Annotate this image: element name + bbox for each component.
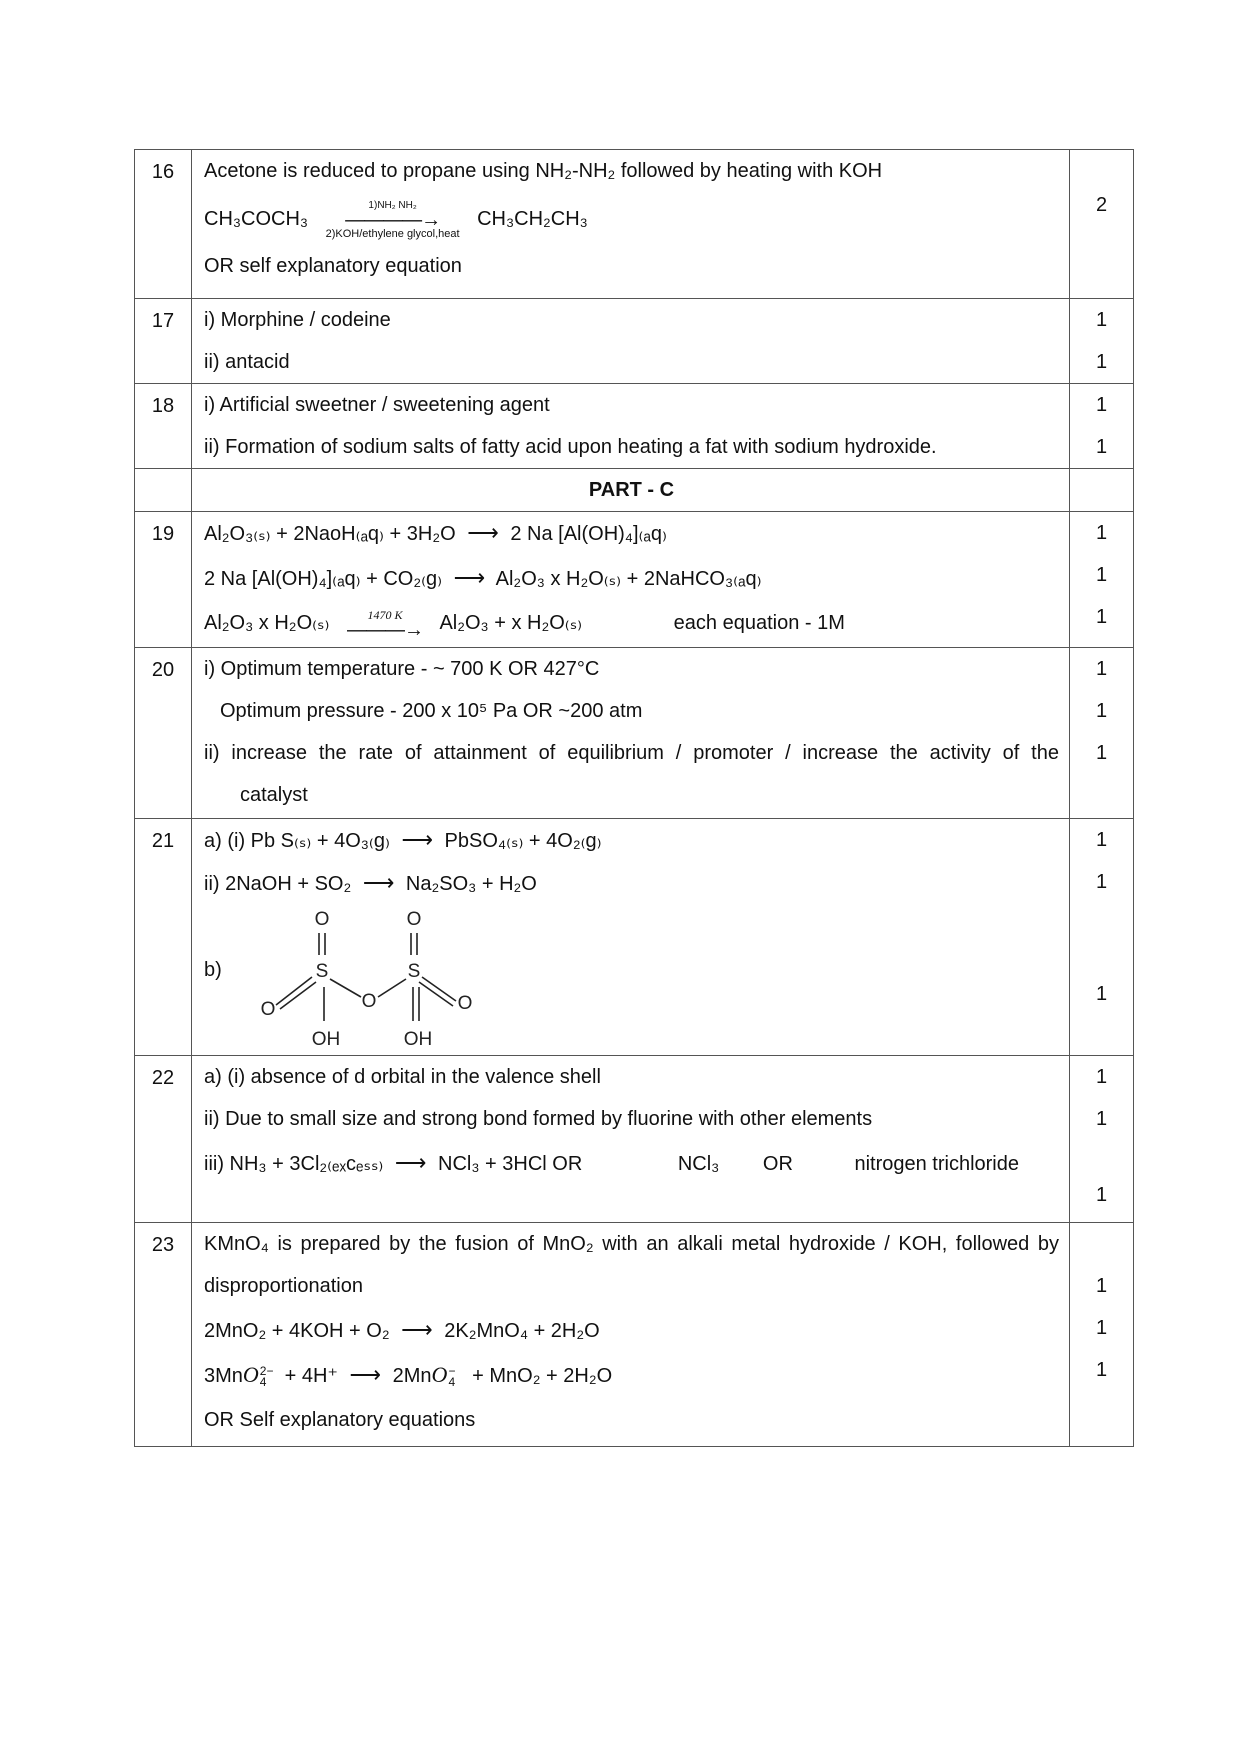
table-row-21	[135, 819, 1134, 1056]
atom-label: O	[361, 991, 377, 1012]
mark-value: 1	[1095, 394, 1108, 416]
marks-cell	[1070, 150, 1134, 299]
question-number: 23	[135, 1223, 192, 1447]
arrow-icon: ⟶	[401, 1317, 433, 1342]
double-bond	[280, 982, 316, 1009]
mark-value: 1	[1095, 700, 1108, 722]
reaction-arrow	[346, 608, 423, 642]
mark-value: 1	[1095, 1184, 1108, 1206]
question-number: 17	[135, 299, 192, 384]
atom-label: O	[457, 993, 473, 1014]
marks-cell	[1070, 1056, 1134, 1223]
answer-line: i) Artificial sweetner / sweetening agent	[204, 394, 550, 416]
mark-value: 1	[1095, 871, 1108, 893]
answer-cell	[192, 819, 1070, 1056]
arrow-icon: ————→	[345, 208, 441, 231]
arrow-icon: ⟶	[401, 827, 433, 852]
table-row-17	[135, 299, 1134, 384]
answer-line: Acetone is reduced to propane using NH₂-NH₂ followed by heating with KOH	[204, 160, 883, 182]
table-row-18	[135, 384, 1134, 469]
reaction-equation: 2MnO₂ + 4KOH + O₂ ⟶ 2K₂MnO₄ + 2H₂O	[204, 1309, 1059, 1352]
arrow-icon: ———→	[346, 619, 423, 642]
mark-value: 1	[1095, 351, 1108, 373]
answer-table	[134, 149, 1134, 1447]
mark-value: 1	[1095, 829, 1108, 851]
answer-line: disproportionation	[204, 1275, 363, 1297]
section-heading: PART - C	[192, 469, 1070, 512]
arrow-condition-top: 1)NH₂ NH₂	[368, 199, 417, 211]
mark-value: 1	[1095, 1066, 1108, 1088]
mark-value: 1	[1095, 742, 1108, 764]
reaction-equation: Al₂O₃₍ₛ₎ + 2NaoH₍ₐq₎ + 3H₂O ⟶ 2 Na [Al(OH)₄]₍ₐq₎	[204, 512, 1059, 555]
structure-block	[204, 905, 1059, 1055]
mark-value: 1	[1095, 309, 1108, 331]
table-row-19	[135, 512, 1134, 648]
permanganate-ion: O	[431, 1362, 448, 1387]
reaction-equation: Al₂O₃ x H₂O₍ₛ₎ 1470 K ———→ Al₂O₃ + x H₂O₍ₛ₎ each equation - 1M	[204, 608, 845, 642]
mark-value: 1	[1095, 658, 1108, 680]
reactant: CH₃COCH₃	[204, 208, 309, 230]
answer-line: Optimum pressure - 200 x 10⁵ Pa OR ~200 atm	[220, 700, 643, 722]
arrow-icon: ⟶	[362, 870, 395, 895]
question-number: 20	[135, 648, 192, 819]
answer-line: i) Morphine / codeine	[204, 309, 391, 331]
marks-cell	[1070, 299, 1134, 384]
question-number: 21	[135, 819, 192, 1056]
answer-line: catalyst	[240, 784, 308, 806]
table-row-22	[135, 1056, 1134, 1223]
atom-label: OH	[403, 1029, 433, 1050]
arrow-icon: ⟶	[467, 520, 499, 545]
answer-cell	[192, 1056, 1070, 1223]
atom-label: O	[260, 999, 276, 1020]
question-number: 22	[135, 1056, 192, 1223]
arrow-condition-top: 1470 K	[367, 608, 403, 623]
answer-cell	[192, 384, 1070, 469]
permanganate-ion: O	[242, 1362, 259, 1387]
answer-line: ii) increase the rate of attainment of equilibrium / promoter / increase the activity of the	[204, 742, 1059, 764]
answer-cell	[192, 150, 1070, 299]
reaction-equation: 3MnO 2− 4 + 4H⁺ ⟶ 2MnO − 4 + MnO₂ + 2H₂O	[204, 1354, 1059, 1397]
part-label: b)	[204, 959, 222, 981]
marks-cell	[1070, 512, 1134, 648]
arrow-icon: ⟶	[453, 565, 486, 590]
table-row-16	[135, 150, 1134, 299]
marks-cell	[1070, 648, 1134, 819]
reaction-equation: iii) NH₃ + 3Cl₂₍ₑₓcₑₛₛ₎ ⟶ NCl₃ + 3HCl OR NCl₃ OR nitrogen trichloride	[204, 1142, 1059, 1185]
answer-line: ii) Formation of sodium salts of fatty acid upon heating a fat with sodium hydroxide.	[204, 436, 937, 458]
question-number: 18	[135, 384, 192, 469]
answer-line: ii) antacid	[204, 351, 290, 373]
mark-value: 1	[1095, 983, 1108, 1005]
answer-cell	[192, 1223, 1070, 1447]
atom-label: S	[407, 961, 421, 982]
atom-label: S	[315, 961, 329, 982]
answer-line: ii) Due to small size and strong bond formed by fluorine with other elements	[204, 1108, 873, 1130]
arrow-icon: ⟶	[349, 1362, 382, 1387]
answer-table-container	[134, 149, 1134, 1447]
answer-line: OR Self explanatory equations	[204, 1409, 476, 1431]
table-row-20	[135, 648, 1134, 819]
answer-line: i) Optimum temperature - ~ 700 K OR 427°C	[204, 658, 600, 680]
answer-line: KMnO₄ is prepared by the fusion of MnO₂ with an alkali metal hydroxide / KOH, followed by	[204, 1233, 1059, 1255]
reaction-arrow	[326, 199, 460, 241]
mark-value: 1	[1095, 1317, 1108, 1339]
arrow-icon: ⟶	[394, 1150, 427, 1175]
section-row	[135, 469, 1134, 512]
answer-cell	[192, 648, 1070, 819]
table-row-23	[135, 1223, 1134, 1447]
mark-value: 1	[1095, 1359, 1108, 1381]
question-number: 16	[135, 150, 192, 299]
atom-label: O	[314, 909, 330, 930]
atom-label: OH	[311, 1029, 341, 1050]
marks-cell	[1070, 1223, 1134, 1447]
arrow-condition-bottom: 2)KOH/ethylene glycol,heat	[325, 227, 460, 240]
reaction-equation: 2 Na [Al(OH)₄]₍ₐq₎ + CO₂₍g₎ ⟶ Al₂O₃ x H₂O₍ₛ₎ + 2NaHCO₃₍ₐq₎	[204, 557, 1059, 600]
marks-cell	[1070, 384, 1134, 469]
answer-line: a) (i) absence of d orbital in the valence shell	[204, 1066, 601, 1088]
mark-value: 1	[1095, 1275, 1108, 1297]
mark-value: 1	[1095, 436, 1108, 458]
answer-line: OR self explanatory equation	[204, 254, 462, 277]
mark-value: 1	[1095, 1108, 1108, 1130]
mark-value: 1	[1095, 564, 1108, 586]
mark-value: 1	[1095, 522, 1108, 544]
product: CH₃CH₂CH₃	[477, 208, 588, 230]
pyrosulfuric-acid-structure	[244, 905, 484, 1055]
single-bond	[330, 979, 361, 997]
answer-cell	[192, 512, 1070, 648]
marking-note: each equation - 1M	[673, 612, 845, 634]
mark-value: 1	[1095, 606, 1108, 628]
reaction-equation	[204, 198, 1059, 241]
reaction-equation: a) (i) Pb S₍ₛ₎ + 4O₃₍g₎ ⟶ PbSO₄₍ₛ₎ + 4O₂₍g₎	[204, 819, 1059, 862]
reaction-equation: ii) 2NaOH + SO₂ ⟶ Na₂SO₃ + H₂O	[204, 862, 1059, 905]
marks-cell	[1070, 819, 1134, 1056]
atom-label: O	[406, 909, 422, 930]
mark-value: 2	[1095, 194, 1108, 216]
double-bond	[276, 977, 312, 1005]
double-bond	[419, 982, 453, 1006]
question-number: 19	[135, 512, 192, 648]
answer-cell	[192, 299, 1070, 384]
single-bond	[378, 979, 406, 997]
double-bond	[422, 977, 456, 1001]
